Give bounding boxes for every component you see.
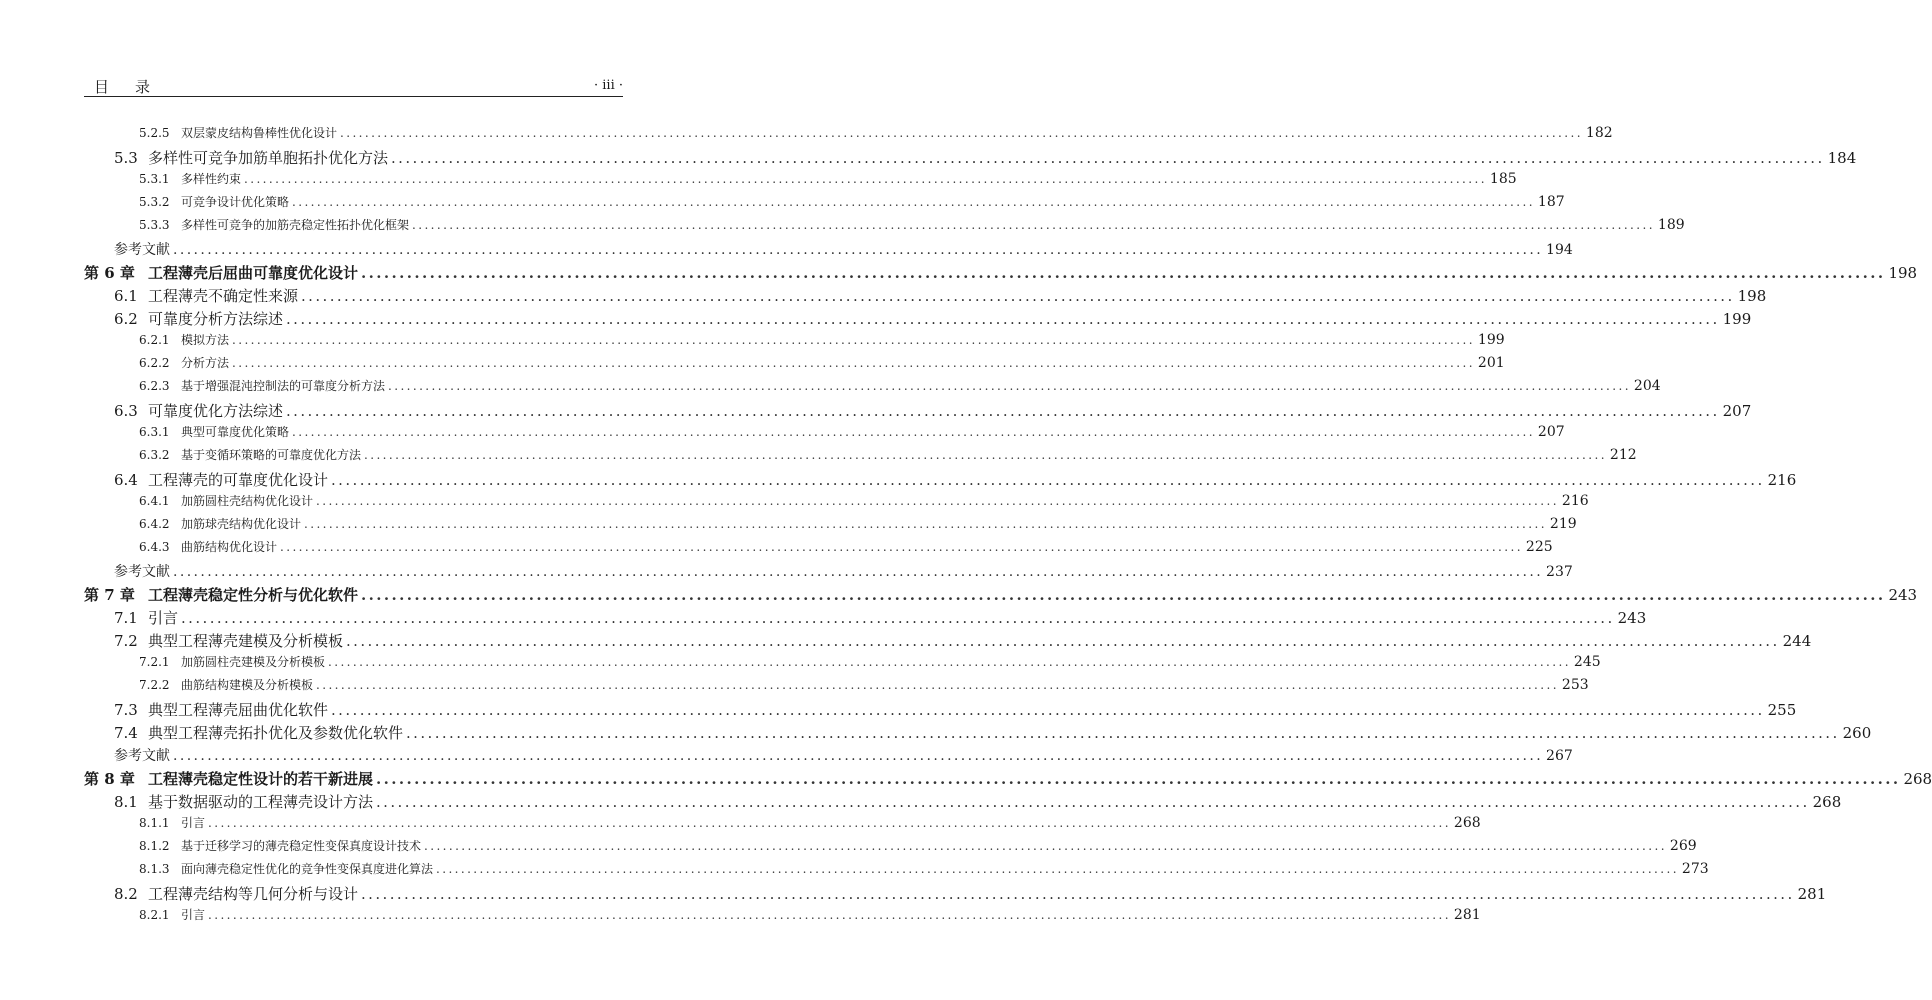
toc-entry-chapter[interactable]: [84, 262, 1918, 285]
toc-entry-section[interactable]: [84, 791, 1842, 814]
dot-leader: ........................................................................................................................................................................................................: [328, 655, 1571, 669]
toc-entry-section[interactable]: [84, 883, 1827, 906]
toc-entry-title: 工程薄壳稳定性设计的若干新进展: [148, 770, 374, 788]
toc-entry-page: 237: [1546, 564, 1573, 580]
dot-leader: ........................................................................................................................................................................................................: [244, 172, 1487, 186]
toc-entry-sub[interactable]: [84, 906, 1481, 929]
toc-entry-page: 268: [1453, 815, 1481, 831]
toc-entry-sub[interactable]: [84, 331, 1505, 354]
toc-entry-title: 模拟方法: [181, 333, 230, 347]
toc-entry-page: 243: [1888, 586, 1918, 604]
toc-entry-page: 199: [1722, 310, 1752, 328]
toc-entry-number: 8.1.3: [139, 862, 170, 876]
toc-entry-title: 参考文献: [114, 242, 170, 258]
toc-entry-page: 207: [1537, 424, 1565, 440]
toc-entry-page: 184: [1827, 149, 1857, 167]
dot-leader: ........................................................................................................................................................................................................: [424, 839, 1667, 853]
toc-entry-sub[interactable]: [84, 377, 1661, 400]
toc-entry-sub[interactable]: [84, 124, 1613, 147]
toc-entry-page: 216: [1561, 493, 1589, 509]
toc-entry-number: 8.1: [114, 793, 138, 811]
dot-leader: ........................................................................................................................................................................................................: [208, 908, 1451, 922]
toc-entry-title: 工程薄壳稳定性分析与优化软件: [148, 586, 359, 604]
toc-entry-number: 6.2: [114, 310, 138, 328]
toc-entry-title: 引言: [148, 609, 179, 627]
toc-entry-title: 加筋圆柱壳结构优化设计: [181, 494, 314, 508]
dot-leader: ........................................................................................................................................................................................................: [173, 748, 1544, 764]
table-of-contents: [84, 124, 1932, 929]
toc-entry-title: 引言: [181, 816, 206, 830]
toc-entry-section[interactable]: [84, 469, 1797, 492]
dot-leader: ........................................................................................................................................................................................................: [316, 678, 1559, 692]
toc-entry-sub[interactable]: [84, 446, 1637, 469]
toc-entry-chapter[interactable]: [84, 584, 1918, 607]
toc-entry-number: 6.3: [114, 402, 138, 420]
toc-entry-title: 工程薄壳不确定性来源: [148, 287, 299, 305]
toc-entry-section[interactable]: [84, 722, 1872, 745]
toc-entry-chapter[interactable]: [84, 768, 1932, 791]
dot-leader: ........................................................................................................................................................................................................: [388, 379, 1631, 393]
toc-entry-section[interactable]: [84, 630, 1812, 653]
dot-leader: ........................................................................................................................................................................................................: [361, 264, 1886, 282]
toc-entry-title: 加筋球壳结构优化设计: [181, 517, 302, 531]
toc-entry-page: 281: [1797, 885, 1827, 903]
toc-entry-sub[interactable]: [84, 676, 1589, 699]
dot-leader: ........................................................................................................................................................................................................: [181, 609, 1615, 627]
toc-entry-number: 8.2.1: [139, 908, 170, 922]
toc-entry-number: 6.4.1: [139, 494, 170, 508]
dot-leader: ........................................................................................................................................................................................................: [292, 425, 1535, 439]
dot-leader: ........................................................................................................................................................................................................: [436, 862, 1679, 876]
dot-leader: ........................................................................................................................................................................................................: [280, 540, 1523, 554]
toc-entry-number: 6.1: [114, 287, 138, 305]
toc-entry-sub[interactable]: [84, 193, 1565, 216]
dot-leader: ........................................................................................................................................................................................................: [286, 310, 1720, 328]
toc-entry-page: 198: [1888, 264, 1918, 282]
toc-entry-page: 225: [1525, 539, 1553, 555]
toc-entry-title: 引言: [181, 908, 206, 922]
toc-entry-title: 基于数据驱动的工程薄壳设计方法: [148, 793, 374, 811]
dot-leader: ........................................................................................................................................................................................................: [208, 816, 1451, 830]
toc-entry-section[interactable]: [84, 699, 1797, 722]
toc-entry-page: 269: [1669, 838, 1697, 854]
dot-leader: ........................................................................................................................................................................................................: [340, 126, 1583, 140]
dot-leader: ........................................................................................................................................................................................................: [331, 701, 1765, 719]
toc-entry-number: 6.3.1: [139, 425, 170, 439]
toc-entry-number: 7.4: [114, 724, 138, 742]
dot-leader: ........................................................................................................................................................................................................: [406, 724, 1840, 742]
toc-entry-number: 7.1: [114, 609, 138, 627]
toc-entry-title: 可靠度优化方法综述: [148, 402, 284, 420]
toc-entry-page: 243: [1617, 609, 1647, 627]
toc-entry-title: 参考文献: [114, 564, 170, 580]
toc-entry-number: 6.3.2: [139, 448, 170, 462]
toc-entry-section[interactable]: [84, 400, 1752, 423]
toc-entry-title: 曲筋结构建模及分析模板: [181, 678, 314, 692]
toc-entry-page: 219: [1549, 516, 1577, 532]
toc-entry-sub[interactable]: [84, 515, 1577, 538]
dot-leader: ........................................................................................................................................................................................................: [232, 356, 1475, 370]
toc-entry-title: 工程薄壳后屈曲可靠度优化设计: [148, 264, 359, 282]
toc-entry-number: 7.2.1: [139, 655, 170, 669]
toc-entry-section[interactable]: [84, 285, 1767, 308]
toc-entry-number: 8.1.1: [139, 816, 170, 830]
toc-entry-section[interactable]: [84, 147, 1857, 170]
dot-leader: ........................................................................................................................................................................................................: [376, 770, 1901, 788]
header-page-number: · iii ·: [593, 78, 623, 93]
toc-entry-page: 182: [1585, 125, 1613, 141]
dot-leader: ........................................................................................................................................................................................................: [364, 448, 1607, 462]
dot-leader: ........................................................................................................................................................................................................: [173, 242, 1544, 258]
toc-entry-title: 多样性可竞争加筋单胞拓扑优化方法: [148, 149, 389, 167]
toc-entry-title: 双层蒙皮结构鲁棒性优化设计: [181, 126, 338, 140]
toc-entry-page: 267: [1546, 748, 1573, 764]
toc-entry-page: 253: [1561, 677, 1589, 693]
toc-entry-sub[interactable]: [84, 216, 1685, 239]
toc-entry-page: 201: [1477, 355, 1505, 371]
toc-entry-number: 第 8 章: [84, 770, 135, 788]
dot-leader: ........................................................................................................................................................................................................: [304, 517, 1547, 531]
toc-entry-page: 198: [1737, 287, 1767, 305]
toc-entry-page: 244: [1782, 632, 1812, 650]
dot-leader: ........................................................................................................................................................................................................: [346, 632, 1780, 650]
dot-leader: ........................................................................................................................................................................................................: [331, 471, 1765, 489]
toc-entry-section[interactable]: [84, 308, 1752, 331]
toc-entry-number: 7.2: [114, 632, 138, 650]
dot-leader: ........................................................................................................................................................................................................: [361, 885, 1795, 903]
dot-leader: ........................................................................................................................................................................................................: [232, 333, 1475, 347]
toc-entry-sub[interactable]: [84, 860, 1709, 883]
toc-entry-title: 典型工程薄壳屈曲优化软件: [148, 701, 329, 719]
toc-entry-page: 207: [1722, 402, 1752, 420]
toc-entry-number: 6.2.2: [139, 356, 170, 370]
toc-entry-page: 281: [1453, 907, 1481, 923]
toc-entry-number: 5.3.3: [139, 218, 170, 232]
toc-entry-number: 7.3: [114, 701, 138, 719]
toc-entry-page: 204: [1633, 378, 1661, 394]
toc-entry-title: 基于迁移学习的薄壳稳定性变保真度设计技术: [181, 839, 422, 853]
toc-entry-number: 8.2: [114, 885, 138, 903]
toc-entry-title: 曲筋结构优化设计: [181, 540, 278, 554]
toc-entry-sub[interactable]: [84, 814, 1481, 837]
toc-entry-title: 基于变循环策略的可靠度优化方法: [181, 448, 362, 462]
toc-entry-page: 273: [1681, 861, 1709, 877]
dot-leader: ........................................................................................................................................................................................................: [173, 564, 1544, 580]
toc-entry-section[interactable]: [84, 607, 1647, 630]
toc-entry-number: 6.2.1: [139, 333, 170, 347]
toc-entry-page: 185: [1489, 171, 1517, 187]
header-title: 目录: [94, 78, 177, 96]
toc-entry-title: 分析方法: [181, 356, 230, 370]
toc-entry-number: 7.2.2: [139, 678, 170, 692]
toc-entry-title: 多样性可竞争的加筋壳稳定性拓扑优化框架: [181, 218, 410, 232]
dot-leader: ........................................................................................................................................................................................................: [316, 494, 1559, 508]
toc-entry-number: 5.2.5: [139, 126, 170, 140]
toc-entry-title: 多样性约束: [181, 172, 242, 186]
toc-entry-number: 第 6 章: [84, 264, 135, 282]
toc-entry-sub[interactable]: [84, 423, 1565, 446]
toc-entry-page: 268: [1812, 793, 1842, 811]
dot-leader: ........................................................................................................................................................................................................: [391, 149, 1825, 167]
dot-leader: ........................................................................................................................................................................................................: [361, 586, 1886, 604]
dot-leader: ........................................................................................................................................................................................................: [292, 195, 1535, 209]
toc-entry-number: 6.4.2: [139, 517, 170, 531]
toc-entry-sub[interactable]: [84, 492, 1589, 515]
toc-entry-page: 189: [1657, 217, 1685, 233]
toc-entry-number: 6.4.3: [139, 540, 170, 554]
toc-entry-page: 245: [1573, 654, 1601, 670]
toc-entry-sub[interactable]: [84, 837, 1697, 860]
toc-entry-page: 194: [1546, 242, 1573, 258]
toc-entry-number: 8.1.2: [139, 839, 170, 853]
toc-entry-sub[interactable]: [84, 653, 1601, 676]
dot-leader: ........................................................................................................................................................................................................: [301, 287, 1735, 305]
toc-entry-title: 工程薄壳结构等几何分析与设计: [148, 885, 359, 903]
toc-entry-title: 可靠度分析方法综述: [148, 310, 284, 328]
toc-entry-title: 面向薄壳稳定性优化的竞争性变保真度进化算法: [181, 862, 434, 876]
toc-entry-title: 可竞争设计优化策略: [181, 195, 290, 209]
toc-entry-number: 6.4: [114, 471, 138, 489]
dot-leader: ........................................................................................................................................................................................................: [376, 793, 1810, 811]
page-header: [84, 76, 623, 97]
dot-leader: ........................................................................................................................................................................................................: [286, 402, 1720, 420]
toc-entry-number: 5.3.1: [139, 172, 170, 186]
toc-entry-page: 260: [1842, 724, 1872, 742]
toc-entry-ref[interactable]: [84, 561, 1573, 584]
toc-entry-sub[interactable]: [84, 170, 1517, 193]
toc-entry-page: 268: [1903, 770, 1932, 788]
toc-entry-page: 255: [1767, 701, 1797, 719]
toc-entry-number: 5.3: [114, 149, 138, 167]
toc-entry-number: 6.2.3: [139, 379, 170, 393]
toc-entry-number: 第 7 章: [84, 586, 135, 604]
toc-entry-title: 加筋圆柱壳建模及分析模板: [181, 655, 326, 669]
dot-leader: ........................................................................................................................................................................................................: [412, 218, 1655, 232]
toc-entry-title: 典型工程薄壳拓扑优化及参数优化软件: [148, 724, 404, 742]
toc-entry-page: 212: [1609, 447, 1637, 463]
toc-entry-ref[interactable]: [84, 239, 1573, 262]
toc-entry-page: 187: [1537, 194, 1565, 210]
toc-entry-title: 基于增强混沌控制法的可靠度分析方法: [181, 379, 386, 393]
toc-entry-page: 216: [1767, 471, 1797, 489]
toc-entry-ref[interactable]: [84, 745, 1573, 768]
toc-entry-title: 典型工程薄壳建模及分析模板: [148, 632, 344, 650]
toc-entry-title: 参考文献: [114, 748, 170, 764]
toc-entry-sub[interactable]: [84, 538, 1553, 561]
toc-entry-sub[interactable]: [84, 354, 1505, 377]
toc-entry-page: 199: [1477, 332, 1505, 348]
toc-entry-number: 5.3.2: [139, 195, 170, 209]
toc-entry-title: 典型可靠度优化策略: [181, 425, 290, 439]
toc-entry-title: 工程薄壳的可靠度优化设计: [148, 471, 329, 489]
